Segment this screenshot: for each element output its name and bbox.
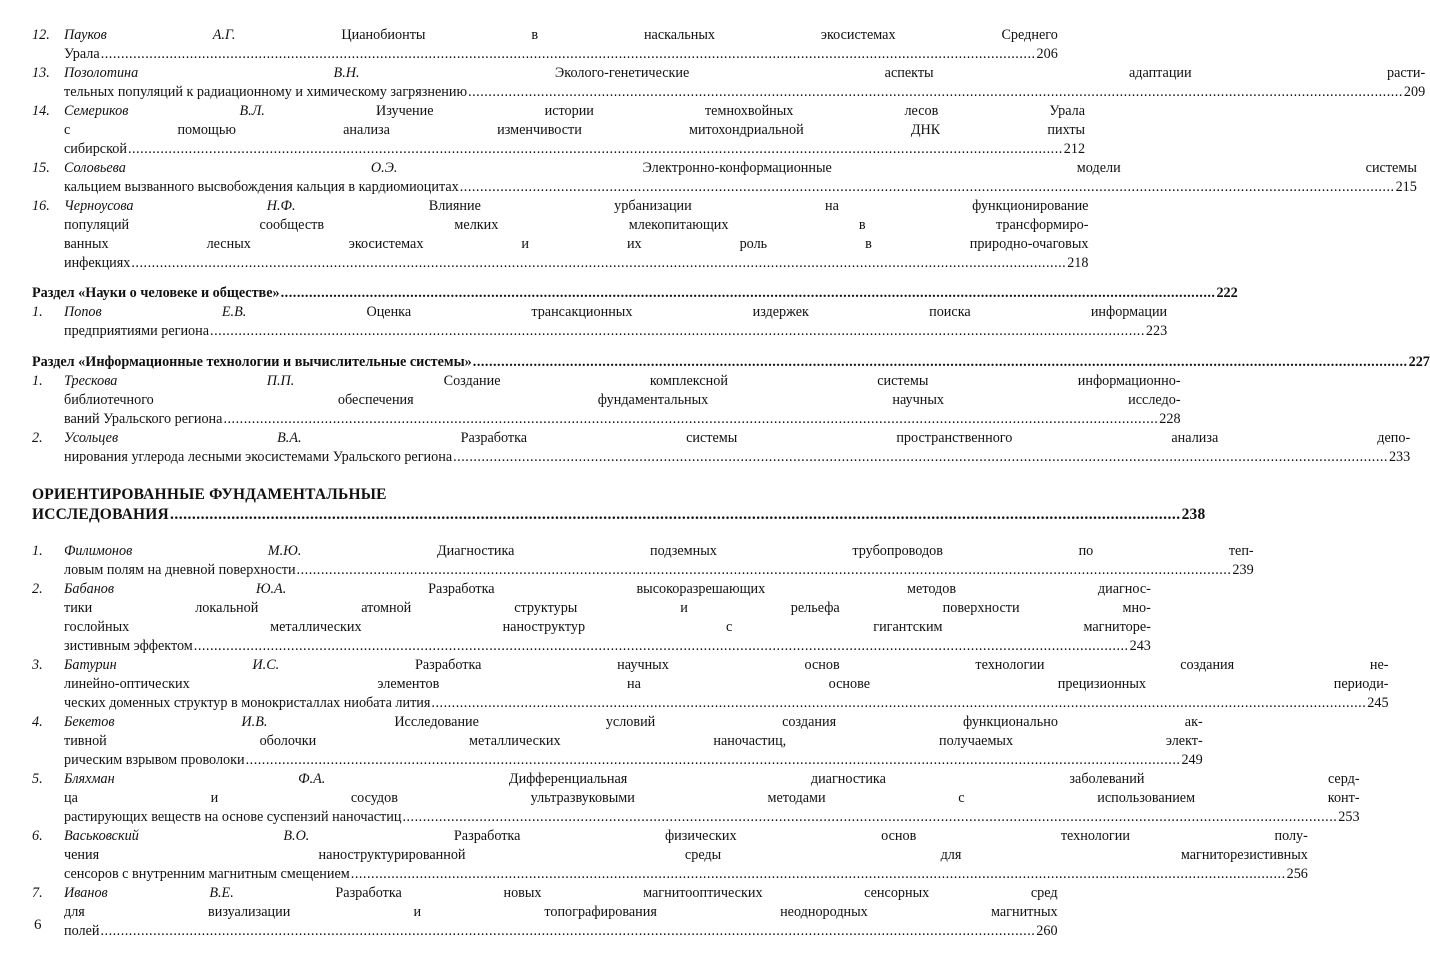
entry-body [64, 827, 1308, 884]
toc-entry[interactable] [32, 197, 1089, 273]
entry-line [64, 903, 1058, 922]
entry-author: Соловьева О.Э. [64, 160, 398, 176]
entry-line [64, 599, 1151, 618]
entry-line [64, 846, 1308, 865]
entry-text: тивной оболочки металлических наночастиц, получаемых элект- [64, 733, 1203, 749]
entry-text: для визуализации и топографирования неоднородных магнитных [64, 904, 1058, 920]
entry-body [64, 580, 1151, 656]
entry-line [64, 372, 1181, 391]
entry-text: Эколого-генетические аспекты адаптации расти- [554, 65, 1426, 81]
entry-text: зистивным эффектом [64, 638, 193, 654]
entry-line [64, 675, 1389, 694]
entry-text: Дифференциальная диагностика заболеваний серд- [508, 771, 1360, 787]
entry-text: Разработка новых магнитооптических сенсорных сред [335, 885, 1058, 901]
entry-number: 1. [32, 373, 43, 389]
toc-block-2 [32, 303, 1168, 341]
toc-entry[interactable] [32, 102, 1086, 159]
entry-text: Создание комплексной системы информационно- [443, 373, 1181, 389]
entry-line [64, 26, 1058, 45]
entry-last-line [64, 178, 1417, 197]
entry-text: Разработка физических основ технологии полу- [453, 828, 1308, 844]
entry-line [64, 197, 1088, 216]
entry-author: Бляхман Ф.А. [64, 771, 326, 787]
entry-text: Урала [64, 46, 100, 62]
entry-text: чения наноструктурированной среды для магниторезистивных [64, 847, 1308, 863]
entry-text: ческих доменных структур в монокристаллах ниобата лития [64, 695, 431, 711]
entry-body [64, 197, 1088, 273]
section-page: 227 [1408, 354, 1430, 370]
entry-body [64, 770, 1360, 827]
major-heading-line1: ОРИЕНТИРОВАННЫЕ ФУНДАМЕНТАЛЬНЫЕ [32, 486, 387, 503]
page-number: 6 [34, 917, 42, 933]
leader-dots [460, 178, 1395, 197]
entry-body [64, 64, 1425, 102]
entry-text: популяций сообществ мелких млекопитающих в трансформиро- [64, 217, 1089, 233]
entry-line [64, 216, 1088, 235]
toc-entry[interactable] [32, 372, 1181, 429]
entry-line [64, 770, 1360, 789]
entry-text: библиотечного обеспечения фундаментальных научных исследо- [64, 392, 1181, 408]
entry-author: Васьковский В.О. [64, 828, 310, 844]
major-heading-page: 238 [1181, 506, 1206, 523]
entry-text: с помощью анализа изменчивости митохондриальной ДНК пихты [64, 122, 1086, 138]
entry-line [64, 732, 1203, 751]
entry-author: Позолотина В.Н. [64, 65, 360, 81]
entry-text: Разработка системы пространственного анализа депо- [460, 430, 1411, 446]
entry-line [64, 618, 1151, 637]
entry-last-line [64, 45, 1058, 64]
entry-text: Оценка трансакционных издержек поиска информации [366, 304, 1168, 320]
entry-text: полей [64, 923, 100, 939]
leader-dots [468, 83, 1403, 102]
entry-line [64, 580, 1151, 599]
entry-body [64, 102, 1085, 159]
entry-body [64, 26, 1058, 64]
entry-text: ловым полям на дневной поверхности [64, 562, 296, 578]
entry-body [64, 713, 1203, 770]
entry-page: 233 [1388, 449, 1411, 465]
major-heading[interactable] [32, 485, 1206, 525]
entry-page: 228 [1159, 411, 1181, 427]
entry-number: 4. [32, 714, 43, 730]
leader-dots [100, 922, 1035, 941]
entry-number: 15. [32, 160, 50, 176]
entry-last-line [64, 83, 1425, 102]
entry-last-line [64, 637, 1151, 656]
entry-number: 1. [32, 304, 43, 320]
entry-page: 256 [1286, 866, 1308, 882]
entry-text: Влияние урбанизации на функционирование [428, 198, 1089, 214]
entry-page: 249 [1181, 752, 1203, 768]
toc-block-4 [32, 542, 1389, 941]
section-heading-humanities[interactable] [32, 284, 1238, 303]
entry-page: 239 [1232, 562, 1254, 578]
entry-text: инфекциях [64, 255, 131, 271]
leader-dots [402, 808, 1337, 827]
entry-text: Диагностика подземных трубопроводов по теп- [436, 543, 1254, 559]
entry-text: Электронно-конформационные модели системы [642, 160, 1417, 176]
entry-author: Иванов В.Е. [64, 885, 234, 901]
leader-dots [351, 865, 1286, 884]
section-heading-it[interactable] [32, 353, 1430, 372]
entry-line [64, 64, 1425, 83]
entry-page: 212 [1063, 141, 1086, 157]
toc-entry[interactable] [32, 159, 1417, 197]
leader-dots [453, 448, 1388, 467]
entry-text: ванных лесных экосистемах и их роль в природно-очаговых [64, 236, 1089, 252]
toc-entry[interactable] [32, 429, 1411, 467]
leader-dots [194, 637, 1129, 656]
entry-number: 14. [32, 103, 50, 119]
entry-page: 209 [1403, 84, 1426, 100]
toc-entry[interactable] [32, 542, 1254, 580]
toc-entry[interactable] [32, 64, 1426, 102]
entry-text: гослойных металлических наноструктур с гигантским магниторе- [64, 619, 1151, 635]
entry-page: 243 [1129, 638, 1151, 654]
entry-text: ца и сосудов ультразвуковыми методами с использованием конт- [64, 790, 1360, 806]
entry-page: 215 [1395, 179, 1417, 195]
entry-author: Черноусова Н.Ф. [64, 198, 296, 214]
toc-entry[interactable] [32, 303, 1168, 341]
leader-dots [281, 284, 1216, 303]
entry-line [64, 391, 1181, 410]
entry-author: Бекетов И.В. [64, 714, 268, 730]
toc-entry[interactable] [32, 580, 1151, 656]
leader-dots [473, 353, 1408, 372]
entry-line [64, 827, 1308, 846]
toc-entry[interactable] [32, 827, 1308, 884]
leader-dots [128, 140, 1063, 159]
leader-dots [223, 410, 1158, 429]
entry-author: Усольцев В.А. [64, 430, 302, 446]
toc-block-3 [32, 372, 1411, 467]
entry-text: ваний Уральского региона [64, 411, 223, 427]
major-heading-title: ИССЛЕДОВАНИЯ [32, 506, 169, 523]
entry-text: Разработка научных основ технологии создания не- [414, 657, 1389, 673]
entry-page: 245 [1367, 695, 1389, 711]
entry-text: растирующих веществ на основе суспензий наночастиц [64, 809, 402, 825]
entry-author: Семериков В.Л. [64, 103, 265, 119]
entry-number: 7. [32, 885, 43, 901]
entry-text: кальцием вызванного высвобождения кальция в кардиомиоцитах [64, 179, 459, 195]
entry-page: 218 [1067, 255, 1089, 271]
entry-body [64, 303, 1167, 341]
entry-body [64, 884, 1058, 941]
entry-last-line [64, 140, 1085, 159]
entry-body [64, 656, 1389, 713]
entry-text: линейно-оптических элементов на основе прецизионных периоди- [64, 676, 1389, 692]
entry-number: 1. [32, 543, 43, 559]
entry-last-line [64, 694, 1389, 713]
entry-text: Разработка высокоразрешающих методов диагнос- [428, 581, 1151, 597]
entry-last-line [64, 410, 1181, 429]
entry-text: Изучение истории темнохвойных лесов Урала [375, 103, 1086, 119]
entry-last-line [64, 751, 1203, 770]
entry-page: 260 [1036, 923, 1058, 939]
entry-text: предприятиями региона [64, 323, 210, 339]
entry-number: 5. [32, 771, 43, 787]
entry-text: рическим взрывом проволоки [64, 752, 245, 768]
entry-line [64, 429, 1410, 448]
entry-line [64, 159, 1417, 178]
entry-line [64, 713, 1203, 732]
entry-number: 13. [32, 65, 50, 81]
entry-last-line [64, 561, 1254, 580]
entry-line [64, 789, 1360, 808]
leader-dots [170, 505, 1181, 525]
toc-block-1 [32, 26, 1426, 273]
entry-author: Попов Е.В. [64, 304, 247, 320]
entry-line [64, 235, 1088, 254]
entry-last-line [64, 922, 1058, 941]
entry-text: сенсоров с внутренним магнитным смещением [64, 866, 350, 882]
toc-entry[interactable] [32, 770, 1360, 827]
entry-last-line [64, 254, 1088, 273]
leader-dots [297, 561, 1232, 580]
entry-number: 3. [32, 657, 43, 673]
entry-number: 2. [32, 581, 43, 597]
entry-author: Батурин И.С. [64, 657, 280, 673]
entry-author: Пауков А.Г. [64, 27, 236, 43]
entry-number: 2. [32, 430, 43, 446]
leader-dots [210, 322, 1145, 341]
leader-dots [431, 694, 1366, 713]
toc-entry[interactable] [32, 26, 1058, 64]
entry-body [64, 159, 1417, 197]
entry-author: Филимонов М.Ю. [64, 543, 302, 559]
table-of-contents [32, 26, 1430, 941]
entry-line [64, 884, 1058, 903]
toc-entry[interactable] [32, 884, 1058, 941]
leader-dots [131, 254, 1066, 273]
entry-text: Цианобионты в наскальных экосистемах Среднего [341, 27, 1058, 43]
entry-number: 16. [32, 198, 50, 214]
entry-last-line [64, 448, 1410, 467]
toc-entry[interactable] [32, 656, 1389, 713]
entry-line [64, 542, 1254, 561]
entry-body [64, 542, 1254, 580]
entry-author: Трескова П.П. [64, 373, 295, 389]
entry-line [64, 303, 1167, 322]
section-title: Раздел «Информационные технологии и вычислительные системы» [32, 354, 472, 370]
entry-last-line [64, 865, 1308, 884]
entry-text: тики локальной атомной структуры и рельефа поверхности мно- [64, 600, 1151, 616]
entry-text: нирования углерода лесными экосистемами Уральского региона [64, 449, 453, 465]
section-title: Раздел «Науки о человеке и обществе» [32, 285, 280, 301]
entry-last-line [64, 808, 1360, 827]
entry-number: 6. [32, 828, 43, 844]
entry-text: сибирской [64, 141, 127, 157]
entry-body [64, 372, 1181, 429]
entry-text: тельных популяций к радиационному и химическому загрязнению [64, 84, 468, 100]
entry-author: Бабанов Ю.А. [64, 581, 287, 597]
entry-page: 253 [1338, 809, 1360, 825]
entry-last-line [64, 322, 1167, 341]
leader-dots [101, 45, 1036, 64]
entry-line [64, 102, 1085, 121]
entry-text: Исследование условий создания функционально ак- [394, 714, 1203, 730]
toc-entry[interactable] [32, 713, 1203, 770]
entry-page: 223 [1145, 323, 1168, 339]
major-heading-line2 [32, 505, 1206, 525]
entry-page: 206 [1036, 46, 1058, 62]
leader-dots [246, 751, 1181, 770]
section-page: 222 [1216, 285, 1238, 301]
entry-body [64, 429, 1410, 467]
entry-line [64, 656, 1389, 675]
entry-number: 12. [32, 27, 50, 43]
entry-line [64, 121, 1085, 140]
